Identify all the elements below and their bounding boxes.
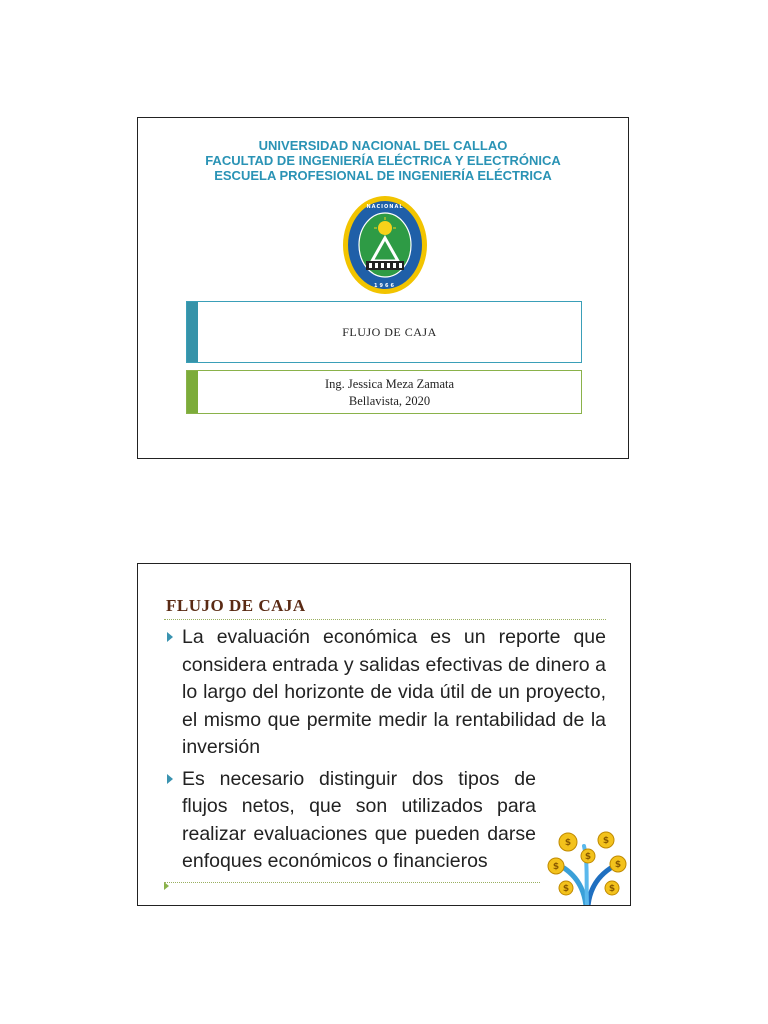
slide-2 bbox=[137, 563, 631, 906]
bullet-arrow-icon bbox=[167, 774, 173, 784]
faculty-name: FACULTAD DE INGENIERÍA ELÉCTRICA Y ELECTRÓNICA bbox=[205, 153, 561, 168]
slide-1 bbox=[137, 117, 629, 459]
author-box bbox=[186, 370, 582, 414]
slide-title: FLUJO DE CAJA bbox=[166, 596, 306, 615]
svg-text:$: $ bbox=[614, 860, 622, 870]
title-divider bbox=[164, 619, 606, 620]
author-accent-bar bbox=[187, 371, 198, 413]
money-fountain-icon bbox=[546, 828, 628, 906]
bullet-list bbox=[166, 624, 606, 876]
footer-divider bbox=[164, 882, 540, 883]
bullet-item bbox=[166, 766, 606, 876]
bullet-text: La evaluación económica es un reporte que considera entrada y salidas efectivas de dinero a lo largo del horizonte de vida útil de un proyecto, el mismo que permite medir la rentabilidad de la inversión bbox=[182, 626, 606, 758]
presentation-title: FLUJO DE CAJA bbox=[342, 324, 437, 339]
university-seal-icon bbox=[342, 195, 428, 295]
footer-arrow-icon bbox=[164, 882, 169, 890]
svg-text:$: $ bbox=[602, 836, 610, 846]
author-name: Ing. Jessica Meza Zamata bbox=[324, 377, 455, 391]
title-accent-bar bbox=[187, 302, 198, 362]
university-name: UNIVERSIDAD NACIONAL DEL CALLAO bbox=[258, 138, 508, 153]
svg-text:$: $ bbox=[552, 862, 560, 872]
svg-text:NACIONAL: NACIONAL bbox=[366, 204, 404, 210]
title-box bbox=[186, 301, 582, 363]
bullet-text: Es necesario distinguir dos tipos de flujos netos, que son utilizados para realizar evaluaciones que pueden darse enfoques económicos o financieros bbox=[182, 767, 536, 872]
school-name: ESCUELA PROFESIONAL DE INGENIERÍA ELÉCTRICA bbox=[214, 168, 552, 183]
place-date: Bellavista, 2020 bbox=[348, 394, 431, 408]
svg-text:$: $ bbox=[562, 884, 570, 894]
svg-text:1966: 1966 bbox=[374, 283, 396, 289]
svg-text:$: $ bbox=[564, 838, 572, 848]
svg-text:$: $ bbox=[608, 884, 616, 894]
university-heading bbox=[138, 138, 628, 183]
bullet-item bbox=[166, 624, 606, 762]
svg-text:$: $ bbox=[584, 852, 592, 862]
bullet-arrow-icon bbox=[167, 632, 173, 642]
